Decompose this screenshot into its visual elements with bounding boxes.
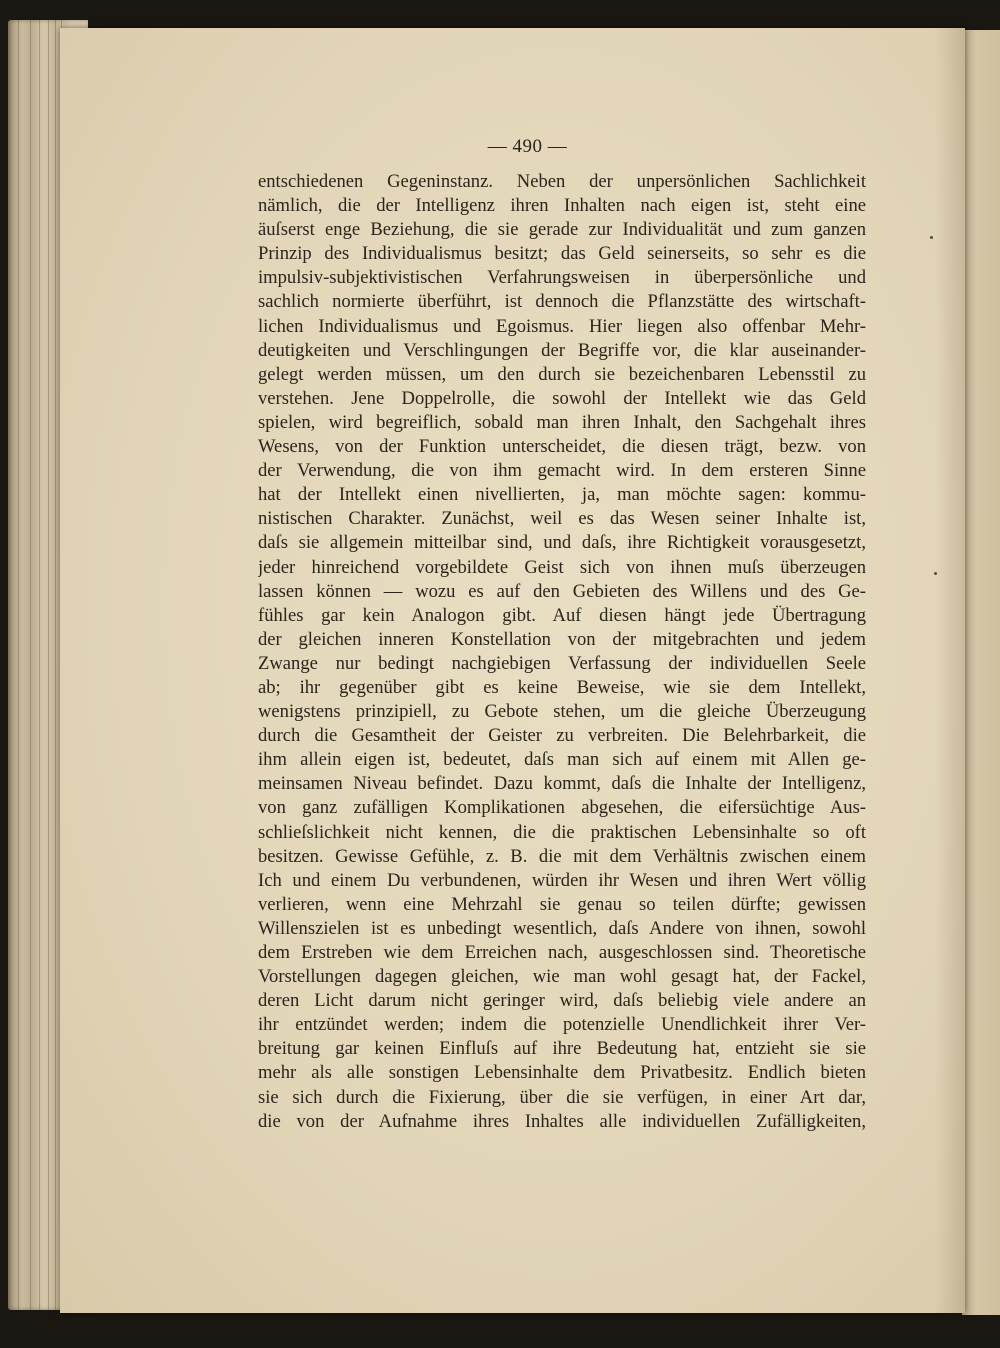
text-line: besitzen. Gewisse Gefühle, z. B. die mit dem Verhältnis zwischen einem — [258, 845, 866, 867]
text-line: der Verwendung, die von ihm gemacht wird. In dem ersteren Sinne — [258, 460, 866, 482]
text-line: hat der Intellekt einen nivellierten, ja, man möchte sagen: kommu- — [258, 484, 866, 506]
text-line: nämlich, die der Intelligenz ihren Inhalten nach eigen ist, steht eine — [258, 195, 866, 217]
text-line: verstehen. Jene Doppelrolle, die sowohl der Intellekt wie das Geld — [258, 387, 866, 409]
text-line: meinsamen Niveau befindet. Dazu kommt, daſs die Inhalte der Intelligenz, — [258, 773, 866, 795]
text-line: dem Erstreben wie dem Erreichen nach, ausgeschlossen sind. Theoretische — [258, 942, 866, 963]
text-line: ab; ihr gegenüber gibt es keine Beweise, wie sie dem Intellekt, — [258, 676, 866, 698]
text-line: Zwange nur bedingt nachgiebigen Verfassung der individuellen Seele — [258, 652, 866, 674]
text-line: jeder hinreichend vorgebildete Geist sich von ihnen muſs überzeugen — [258, 556, 866, 578]
text-line: Ich und einem Du verbundenen, würden ihr Wesen und ihren Wert völlig — [258, 869, 866, 891]
text-line: lichen Individualismus und Egoismus. Hier liegen also offenbar Mehr- — [258, 315, 866, 337]
text-line: Prinzip des Individualismus besitzt; das Geld seinerseits, so sehr es die — [258, 243, 866, 265]
text-line: impulsiv-subjektivistischen Verfahrungsweisen in überpersönliche und — [258, 267, 866, 289]
body-text — [258, 170, 866, 1134]
page-fold-shadow — [935, 28, 965, 1313]
text-line: lassen können — wozu es auf den Gebieten des Willens und des Ge- — [258, 580, 866, 602]
text-line: wenigstens prinzipiell, zu Gebote stehen, um die gleiche Überzeugung — [258, 701, 866, 723]
text-line: Wesens, von der Funktion unterscheidet, die diesen trägt, bezw. von — [258, 436, 866, 458]
text-line: verlieren, wenn eine Mehrzahl sie genau so teilen dürfte; gewissen — [258, 893, 866, 915]
text-line: schlieſslichkeit nicht kennen, die die praktischen Lebensinhalte so oft — [258, 821, 866, 843]
text-line: von ganz zufälligen Komplikationen abgesehen, die eifersüchtige Aus- — [258, 797, 866, 819]
text-line: mehr als alle sonstigen Lebensinhalte dem Privatbesitz. Endlich bieten — [258, 1062, 866, 1084]
text-line: die von der Aufnahme ihres Inhaltes alle individuellen Zufälligkeiten, — [258, 1110, 866, 1132]
text-line: deren Licht darum nicht geringer wird, daſs beliebig viele andere an — [258, 990, 866, 1012]
text-line: ihm allein eigen ist, bedeutet, daſs man sich auf einem mit Allen ge- — [258, 749, 866, 771]
text-line: fühles gar kein Analogon gibt. Auf diesen hängt jede Übertragung — [258, 604, 866, 626]
text-line: durch die Gesamtheit der Geister zu verbreiten. Die Belehrbarkeit, die — [258, 725, 866, 747]
text-line: daſs sie allgemein mitteilbar sind, und daſs, ihre Richtigkeit vorausgesetzt, — [258, 532, 866, 554]
text-line: der gleichen inneren Konstellation von der mitgebrachten und jedem — [258, 628, 866, 650]
ink-speck — [930, 236, 933, 239]
text-line: äuſserst enge Beziehung, die sie gerade zur Individualität und zum ganzen — [258, 219, 866, 241]
text-line: ihr entzündet werden; indem die potenzielle Unendlichkeit ihrer Ver- — [258, 1014, 866, 1036]
text-line: gelegt werden müssen, um den durch sie bezeichenbaren Lebensstil zu — [258, 363, 866, 385]
text-line: deutigkeiten und Verschlingungen der Begriffe vor, die klar auseinander- — [258, 339, 866, 361]
text-line: nistischen Charakter. Zunächst, weil es das Wesen seiner Inhalte ist, — [258, 508, 866, 530]
text-line: entschiedenen Gegeninstanz. Neben der unpersönlichen Sachlichkeit — [258, 171, 866, 192]
text-line: spielen, wird begreiflich, sobald man ihren Inhalt, den Sachgehalt ihres — [258, 411, 866, 433]
page-number: — 490 — — [487, 136, 568, 157]
text-line: Vorstellungen dagegen gleichen, wie man wohl gesagt hat, der Fackel, — [258, 966, 866, 988]
text-line: sie sich durch die Fixierung, über die sie verfügen, in einer Art dar, — [258, 1086, 866, 1108]
adjacent-page-edge — [962, 30, 1000, 1315]
text-line: breitung gar keinen Einfluſs auf ihre Bedeutung hat, entzieht sie sie — [258, 1038, 866, 1060]
ink-speck — [934, 572, 937, 575]
text-line: Willenszielen ist es unbedingt wesentlich, daſs Andere von ihnen, sowohl — [258, 917, 866, 939]
text-line: sachlich normierte überführt, ist dennoch die Pflanzstätte des wirtschaft- — [258, 291, 866, 313]
